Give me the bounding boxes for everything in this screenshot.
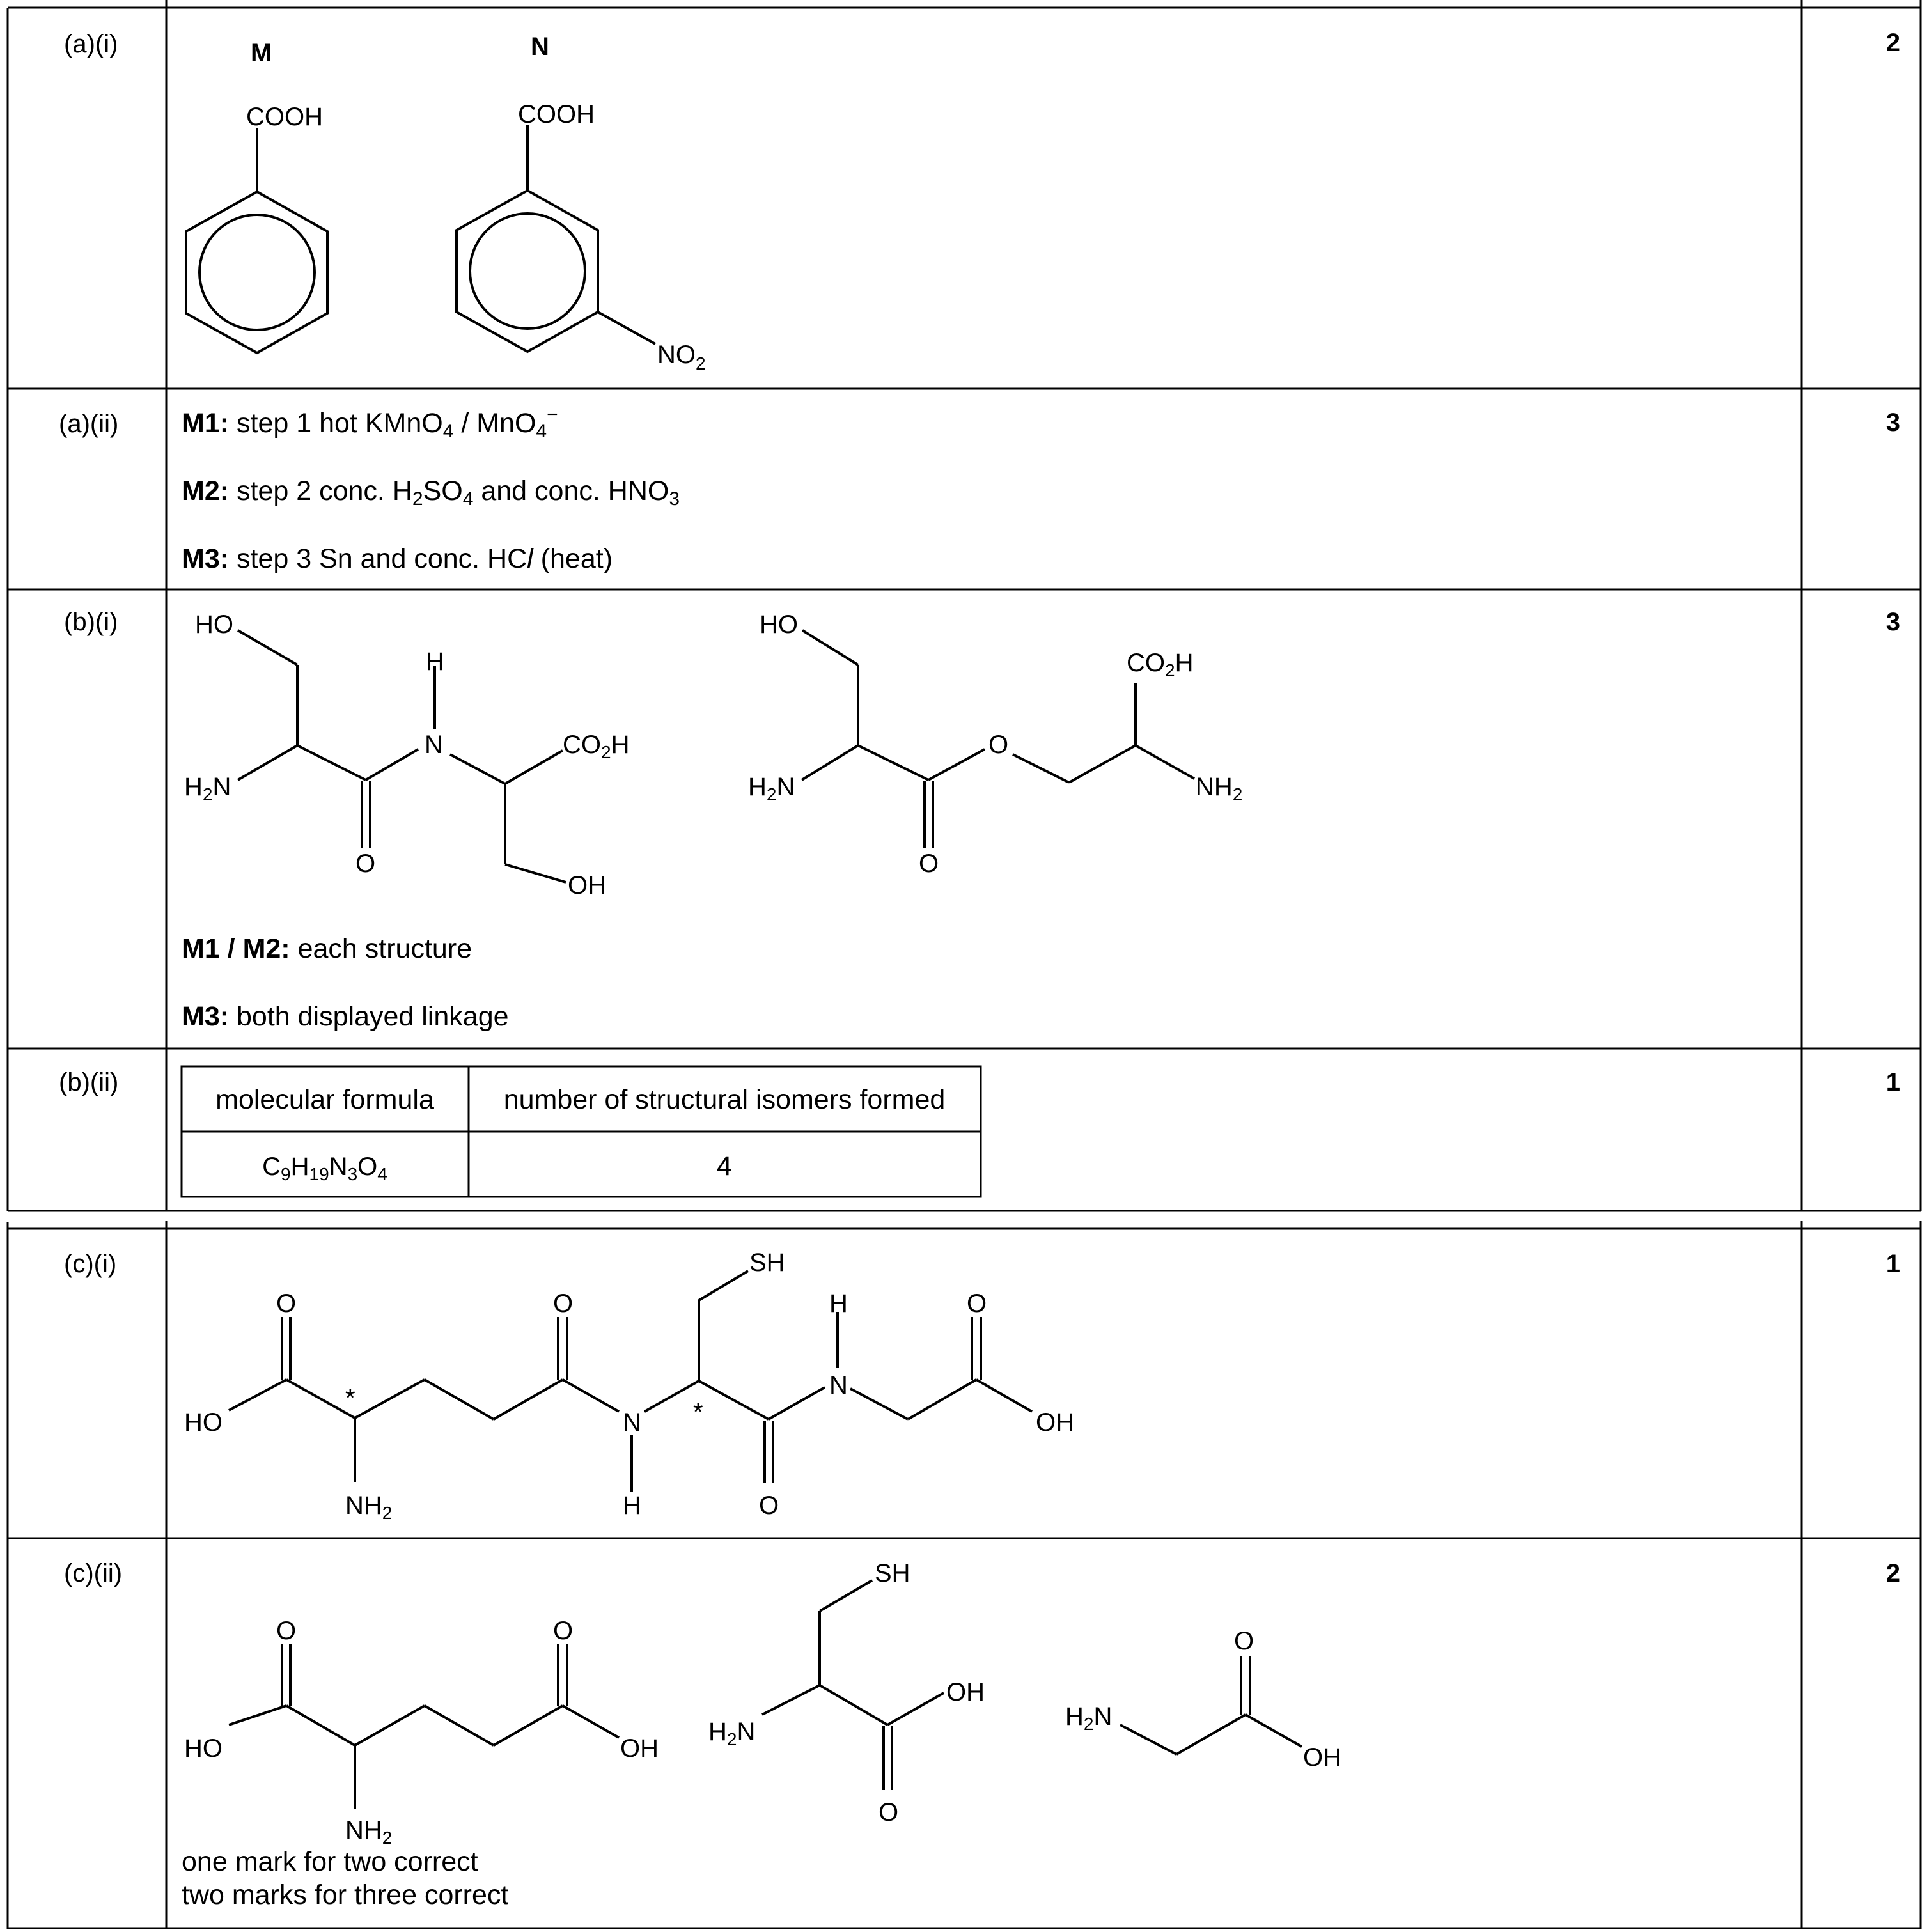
atom-ho: HO xyxy=(184,1734,223,1763)
structure-m xyxy=(186,128,327,353)
table-cell-formula: $C_9H_{19}N_3O_4$ xyxy=(262,1153,387,1184)
atom-ho: HO xyxy=(184,1408,223,1437)
atom-n: N xyxy=(623,1408,641,1437)
atom-h2n: $H_2N$ xyxy=(1065,1702,1113,1734)
atom-o: O xyxy=(553,1289,574,1318)
cooh-group: COOH xyxy=(518,100,595,129)
compound-label-m: M xyxy=(251,39,272,67)
glutamic-acid-structure xyxy=(229,1644,619,1809)
marks-value: 2 xyxy=(1886,1559,1900,1587)
glutathione-structure xyxy=(229,1271,1032,1492)
atom-nh2: $NH_2$ xyxy=(345,1492,393,1523)
atom-n: N xyxy=(425,731,443,759)
marks-value: 3 xyxy=(1886,409,1900,437)
reagent-step-2: M2: step 2 conc. H2SO4 and conc. HNO3 xyxy=(182,476,680,510)
marking-note-2: two marks for three correct xyxy=(182,1880,509,1910)
atom-co2h: $CO_2H$ xyxy=(563,731,630,762)
atom-o: O xyxy=(759,1492,779,1520)
compound-label-n: N xyxy=(531,33,549,61)
atom-co2h: $CO_2H$ xyxy=(1127,649,1194,680)
part-label: (b)(ii) xyxy=(59,1068,119,1096)
atom-o: O xyxy=(919,850,939,878)
no2-group: $NO_2$ xyxy=(657,341,706,373)
table-cell-count: 4 xyxy=(717,1151,732,1181)
chiral-star: * xyxy=(693,1398,703,1426)
chiral-star: * xyxy=(345,1384,355,1412)
atom-h2n: $H_2N$ xyxy=(708,1718,756,1749)
atom-o: O xyxy=(1234,1627,1254,1655)
atom-nh2: $NH_2$ xyxy=(1196,773,1243,804)
atom-ho: HO xyxy=(760,611,798,639)
cooh-group: COOH xyxy=(246,103,323,131)
part-label: (b)(i) xyxy=(64,608,118,636)
atom-oh: OH xyxy=(568,871,606,900)
atom-oh: OH xyxy=(1303,1743,1341,1772)
atom-o: O xyxy=(879,1798,899,1827)
marks-value: 2 xyxy=(1886,29,1900,57)
atom-h2n: $H_2N$ xyxy=(748,773,795,804)
row-c-i xyxy=(64,1249,1900,1523)
part-label: (a)(ii) xyxy=(59,410,119,438)
marking-note-1: M1 / M2: each structure xyxy=(182,933,472,964)
part-label: (c)(i) xyxy=(64,1250,117,1278)
atom-o: O xyxy=(355,850,376,878)
atom-sh: SH xyxy=(875,1559,910,1587)
atom-o: O xyxy=(988,731,1009,759)
dipeptide-structure xyxy=(238,630,566,882)
glycine-structure xyxy=(1120,1656,1302,1754)
table-header-isomers: number of structural isomers formed xyxy=(503,1084,946,1115)
atom-n: N xyxy=(829,1371,848,1399)
marking-note-1: one mark for two correct xyxy=(182,1846,478,1877)
atom-o: O xyxy=(967,1289,987,1318)
atom-ho: HO xyxy=(195,611,233,639)
marks-value: 1 xyxy=(1886,1068,1900,1096)
atom-nh2: $NH_2$ xyxy=(345,1816,393,1848)
atom-h: H xyxy=(623,1492,641,1520)
part-label: (a)(i) xyxy=(64,30,118,58)
atom-oh: OH xyxy=(1036,1408,1074,1437)
atom-o: O xyxy=(553,1617,574,1645)
atom-oh: OH xyxy=(620,1734,659,1763)
part-label: (c)(ii) xyxy=(64,1559,123,1587)
reagent-step-3: M3: step 3 Sn and conc. HCl (heat) xyxy=(182,543,613,574)
atom-h2n: $H_2N$ xyxy=(184,773,231,804)
marking-note-2: M3: both displayed linkage xyxy=(182,1001,509,1032)
atom-sh: SH xyxy=(749,1249,785,1277)
row-a-ii xyxy=(59,404,1900,574)
atom-h: H xyxy=(829,1289,848,1318)
row-c-ii xyxy=(64,1559,1900,1910)
structure-n xyxy=(457,125,655,352)
row-b-i xyxy=(64,608,1900,1032)
atom-o: O xyxy=(276,1617,297,1645)
row-b-ii xyxy=(59,1066,1900,1197)
table-header-formula: molecular formula xyxy=(215,1084,434,1115)
reagent-step-1: M1: step 1 hot KMnO4 / MnO4− xyxy=(182,404,558,442)
atom-oh: OH xyxy=(946,1678,985,1706)
atom-h: H xyxy=(426,648,444,676)
marks-value: 1 xyxy=(1886,1250,1900,1278)
cysteine-structure xyxy=(762,1580,944,1790)
marks-value: 3 xyxy=(1886,608,1900,636)
row-a-i xyxy=(64,29,1900,373)
atom-o: O xyxy=(276,1289,297,1318)
